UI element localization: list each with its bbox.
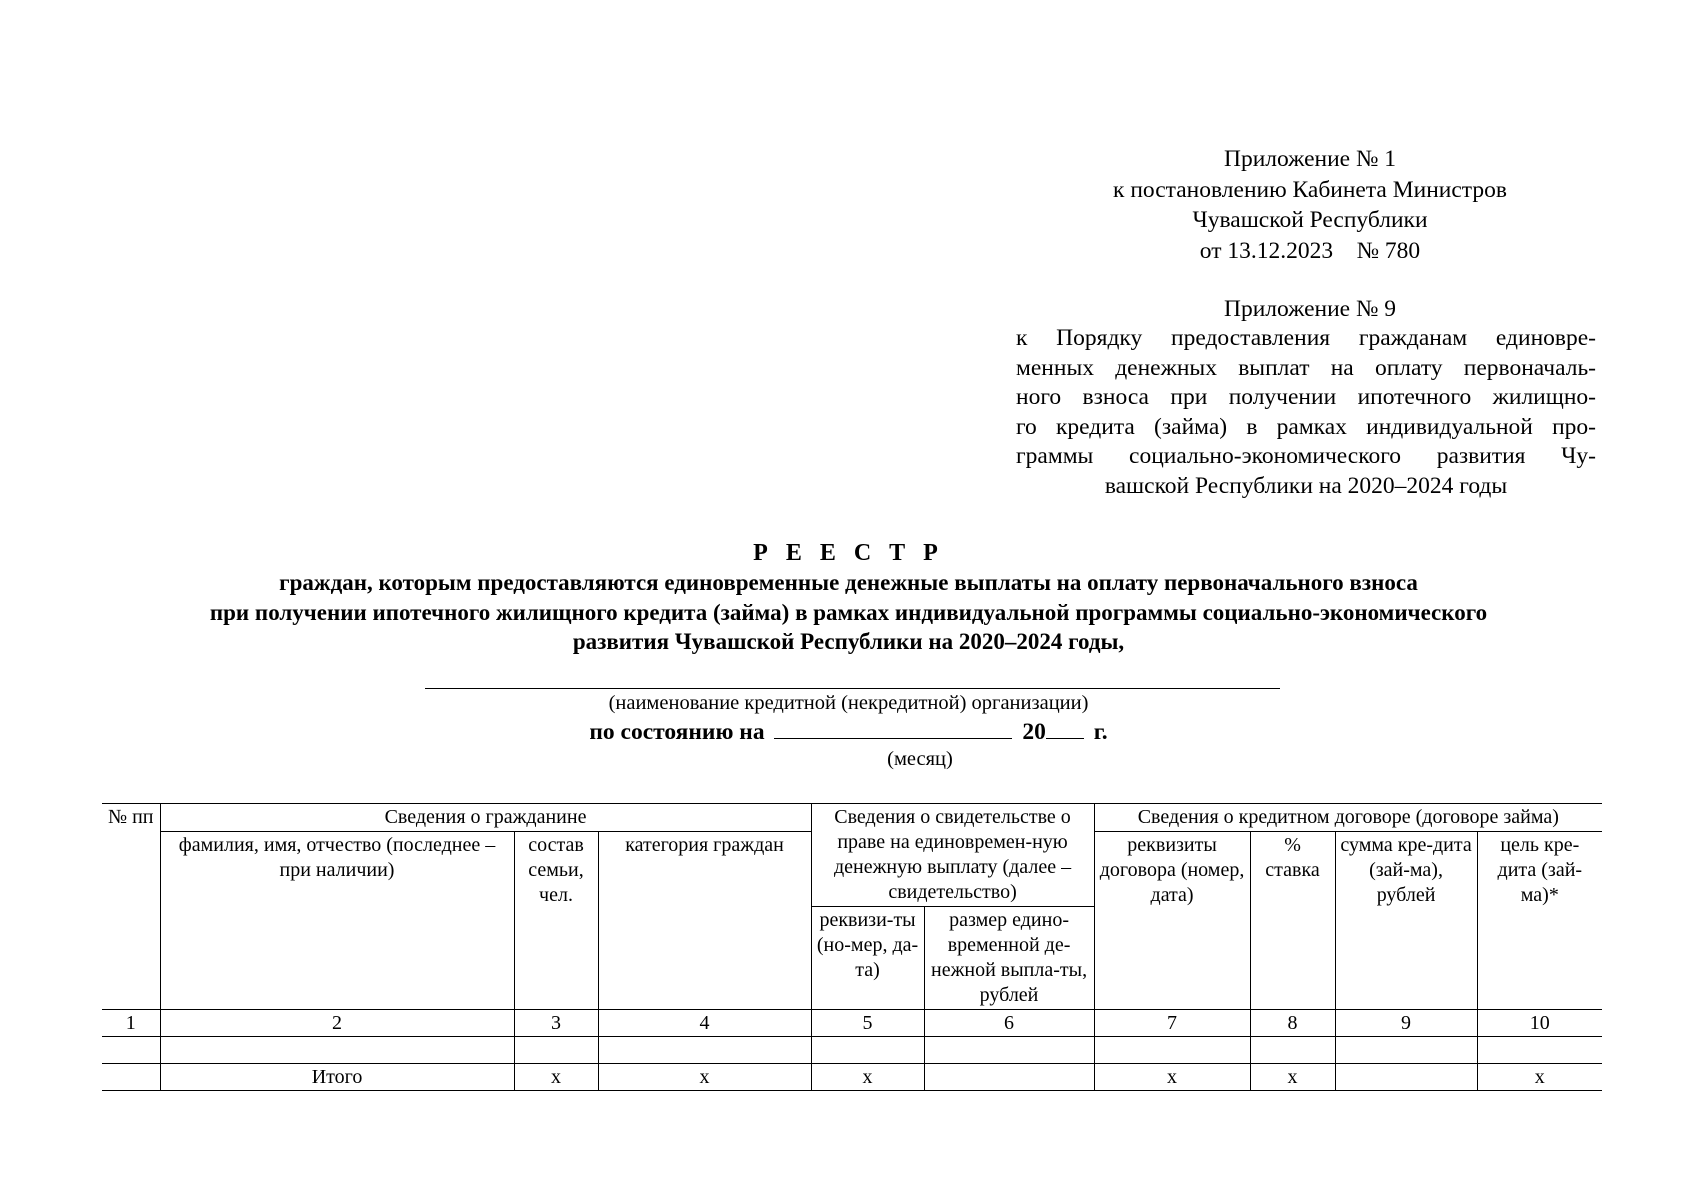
total-row xyxy=(102,1064,1602,1091)
as-of-line xyxy=(0,716,1697,747)
appendix-1-line-2: Чувашской Республики xyxy=(1192,207,1428,233)
appendix-9-line: ного взноса при получении ипотечного жилищно- xyxy=(1016,384,1596,410)
appendix-9-title: Приложение № 9 xyxy=(1223,296,1397,322)
table-cell xyxy=(514,1037,598,1064)
organization-name-line xyxy=(425,688,1280,689)
table-cell xyxy=(102,1037,160,1064)
table-cell xyxy=(1335,1037,1477,1064)
col-header-loan-purpose: цель кре-дита (зай-ма)* xyxy=(1477,832,1602,1010)
total-cell: х xyxy=(811,1064,924,1091)
col-header-loan-sum: сумма кре-дита (зай-ма), рублей xyxy=(1335,832,1477,1010)
group-header-certificate: Сведения о свидетельстве о праве на единовремен-ную денежную выплату (далее – свидетельство) xyxy=(811,804,1094,907)
col-header-family: состав семьи, чел. xyxy=(514,832,598,1010)
group-header-loan: Сведения о кредитном договоре (договоре займа) xyxy=(1094,804,1602,832)
table-cell xyxy=(924,1037,1094,1064)
appendix-9-line: го кредита (займа) в рамках индивидуальной про- xyxy=(1016,413,1596,440)
appendix-1-title: Приложение № 1 xyxy=(1223,146,1397,172)
registry-subtitle-line: развития Чувашской Республики на 2020–2024 годы, xyxy=(572,629,1125,654)
as-of-label: по состоянию на xyxy=(589,719,765,745)
col-header-rate: % ставка xyxy=(1250,832,1335,1010)
group-header-citizen: Сведения о гражданине xyxy=(160,804,811,832)
total-cell: х xyxy=(514,1064,598,1091)
column-number: 1 xyxy=(102,1010,160,1037)
table-cell xyxy=(160,1037,514,1064)
appendix-1-line-3: от 13.12.2023 № 780 xyxy=(1199,237,1421,264)
table-cell xyxy=(811,1037,924,1064)
year-suffix: г. xyxy=(1093,719,1108,745)
registry-subtitle-line: при получении ипотечного жилищного кредита (займа) в рамках индивидуальной программы социально-экономического xyxy=(209,599,1488,625)
column-number: 7 xyxy=(1094,1010,1250,1037)
year-blank xyxy=(1046,716,1084,739)
empty-data-row xyxy=(102,1037,1602,1064)
column-number: 5 xyxy=(811,1010,924,1037)
column-number: 8 xyxy=(1250,1010,1335,1037)
total-label: Итого xyxy=(160,1064,514,1091)
column-numbers-row xyxy=(102,1010,1602,1037)
col-header-contract: реквизиты договора (номер, дата) xyxy=(1094,832,1250,1010)
table-cell xyxy=(1094,1037,1250,1064)
column-number: 6 xyxy=(924,1010,1094,1037)
appendix-9-body xyxy=(1016,324,1596,501)
registry-table xyxy=(102,803,1602,1091)
total-cell: х xyxy=(598,1064,811,1091)
column-number: 4 xyxy=(598,1010,811,1037)
total-cell: х xyxy=(1477,1064,1602,1091)
organization-caption: (наименование кредитной (некредитной) организации) xyxy=(608,692,1089,714)
total-cell xyxy=(1335,1064,1477,1091)
column-number: 2 xyxy=(160,1010,514,1037)
col-header-cert-details: реквизи-ты (но-мер, да-та) xyxy=(811,907,924,1010)
col-header-category: категория граждан xyxy=(598,832,811,1010)
header-row-1 xyxy=(102,804,1602,832)
registry-subtitle-line: граждан, которым предоставляются единовременные денежные выплаты на оплату первоначального взноса xyxy=(279,570,1418,595)
appendix-9-line: к Порядку предоставления гражданам единовре- xyxy=(1016,325,1596,351)
appendix-9-line: граммы социально-экономического развития Чу- xyxy=(1016,443,1596,469)
appendix-9-line: менных денежных выплат на оплату первоначаль- xyxy=(1016,354,1596,381)
month-caption: (месяц) xyxy=(887,748,953,770)
column-number: 3 xyxy=(514,1010,598,1037)
registry-title: Р Е Е С Т Р xyxy=(753,540,944,566)
appendix-1-line-1: к постановлению Кабинета Министров xyxy=(1113,176,1507,203)
year-prefix: 20 xyxy=(1022,719,1046,745)
col-header-number-text: № пп xyxy=(108,806,154,828)
registry-subtitle xyxy=(0,568,1697,657)
total-cell: х xyxy=(1094,1064,1250,1091)
col-header-cert-amount: размер едино-временной де-нежной выпла-ты, рублей xyxy=(924,907,1094,1010)
table-cell xyxy=(1477,1037,1602,1064)
table-cell xyxy=(1250,1037,1335,1064)
table-cell xyxy=(598,1037,811,1064)
col-header-name: фамилия, имя, отчество (последнее – при наличии) xyxy=(160,832,514,1010)
column-number: 9 xyxy=(1335,1010,1477,1037)
total-cell xyxy=(924,1064,1094,1091)
month-blank xyxy=(774,716,1012,739)
appendix-1-header xyxy=(1030,144,1590,266)
col-header-number xyxy=(102,804,160,1010)
total-cell: х xyxy=(1250,1064,1335,1091)
appendix-9-line: вашской Республики на 2020–2024 годы xyxy=(1104,472,1508,499)
column-number: 10 xyxy=(1477,1010,1602,1037)
total-cell xyxy=(102,1064,160,1091)
